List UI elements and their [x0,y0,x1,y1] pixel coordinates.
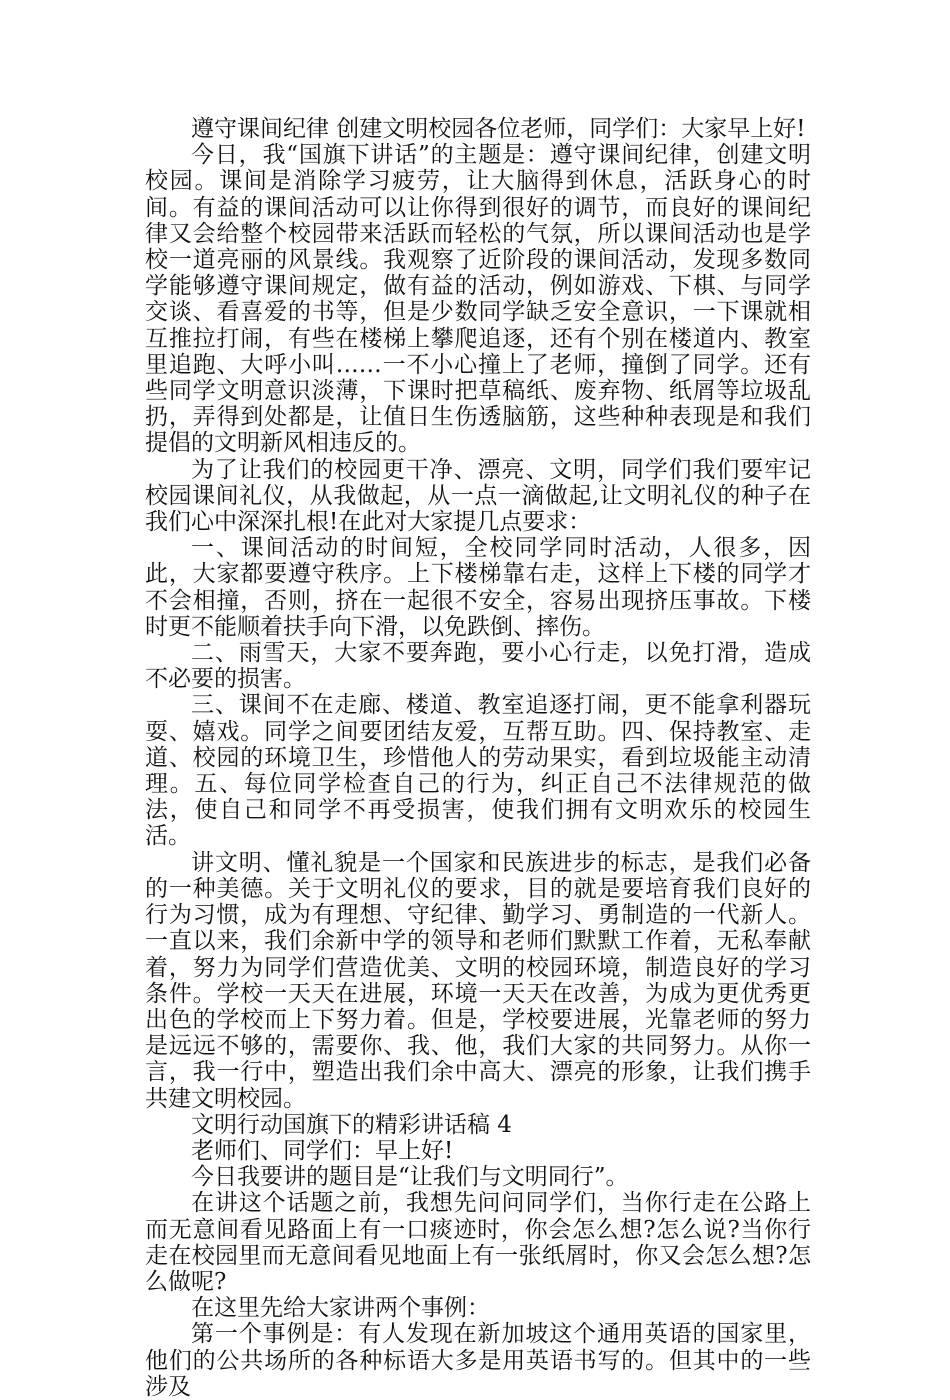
second-greeting-paragraph: 老师们、同学们：早上好! [191,1137,454,1164]
question-paragraph: 在讲这个话题之前，我想先问问同学们，当你行走在公路上而无意间看见路面上有一口痰迹时，你会怎么想?怎么说?当你行走在校园里而无意间看见地面上有一张纸屑时，你又会怎么想?怎么做呢? [145,1190,811,1295]
greeting-paragraph: 遵守课间纪律 创建文明校园各位老师，同学们：大家早上好! [191,116,806,142]
first-example-paragraph: 第一个事例是：有人发现在新加坡这个通用英语的国家里，他们的公共场所的各种标语大多是用英语书写的。但其中的一些涉及 [145,1321,811,1400]
requirement-three-paragraph: 三、课间不在走廊、楼道、教室追逐打闹，更不能拿利器玩耍、嬉戏。同学之间要团结友爱，互帮互助。四、保持教室、走道、校园的环境卫生，珍惜他人的劳动果实，看到垃圾能主动清理。五、每位同学检查自己的行为，纠正自己不法律规范的做法，使自己和同学不再受损害，使我们拥有文明欢乐的校园生活。 [145,692,811,850]
conclusion-paragraph: 讲文明、懂礼貌是一个国家和民族进步的标志，是我们必备的一种美德。关于文明礼仪的要求，目的就是要培育我们良好的行为习惯，成为有理想、守纪律、勤学习、勇制造的一代新人。一直以来，我们余新中学的领导和老师们默默工作着，无私奉献着，努力为同学们营造优美、文明的校园环境，制造良好的学习条件。学校一天天在进展，环境一天天在改善，为成为更优秀更出色的学校而上下努力着。但是，学校要进展，光靠老师的努力是远远不够的，需要你、我、他，我们大家的共同努力。从你一言，我一行中，塑造出我们余中高大、漂亮的形象，让我们携手共建文明校园。 [145,849,811,1112]
requirement-one-paragraph: 一、课间活动的时间短，全校同学同时活动，人很多，因此，大家都要遵守秩序。上下楼梯靠右走，这样上下楼的同学才不会相撞，否则，挤在一起很不安全，容易出现挤压事故。下楼时更不能顺着扶手向下滑，以免跌倒、摔伤。 [145,535,811,640]
requirements-intro-paragraph: 为了让我们的校园更干净、漂亮、文明，同学们我们要牢记校园课间礼仪，从我做起，从一点一滴做起,让文明礼仪的种子在我们心中深深扎根!在此对大家提几点要求： [145,456,811,536]
second-topic-paragraph: 今日我要讲的题目是“让我们与文明同行”。 [191,1164,629,1191]
section-heading: 文明行动国旗下的精彩讲话稿 4 [191,1111,512,1138]
examples-intro-paragraph: 在这里先给大家讲两个事例： [191,1295,490,1322]
speech-topic-paragraph: 今日，我“国旗下讲话”的主题是：遵守课间纪律，创建文明校园。课间是消除学习疲劳，让大脑得到休息，活跃身心的时间。有益的课间活动可以让你得到很好的调节，而良好的课间纪律又会给整个校园带来活跃而轻松的气氛，所以课间活动也是学校一道亮丽的风景线。我观察了近阶段的课间活动，发现多数同学能够遵守课间规定，做有益的活动，例如游戏、下棋、与同学交谈、看喜爱的书等，但是少数同学缺乏安全意识，一下课就相互推拉打闹，有些在楼梯上攀爬追逐，还有个别在楼道内、教室里追跑、大呼小叫……一不小心撞上了老师，撞倒了同学。还有些同学文明意识淡薄，下课时把草稿纸、废弃物、纸屑等垃圾乱扔，弄得到处都是，让值日生伤透脑筋，这些种种表现是和我们提倡的文明新风相违反的。 [145,142,811,457]
requirement-two-paragraph: 二、雨雪天，大家不要奔跑，要小心行走，以免打滑，造成不必要的损害。 [145,640,811,693]
document-body [145,116,811,1400]
